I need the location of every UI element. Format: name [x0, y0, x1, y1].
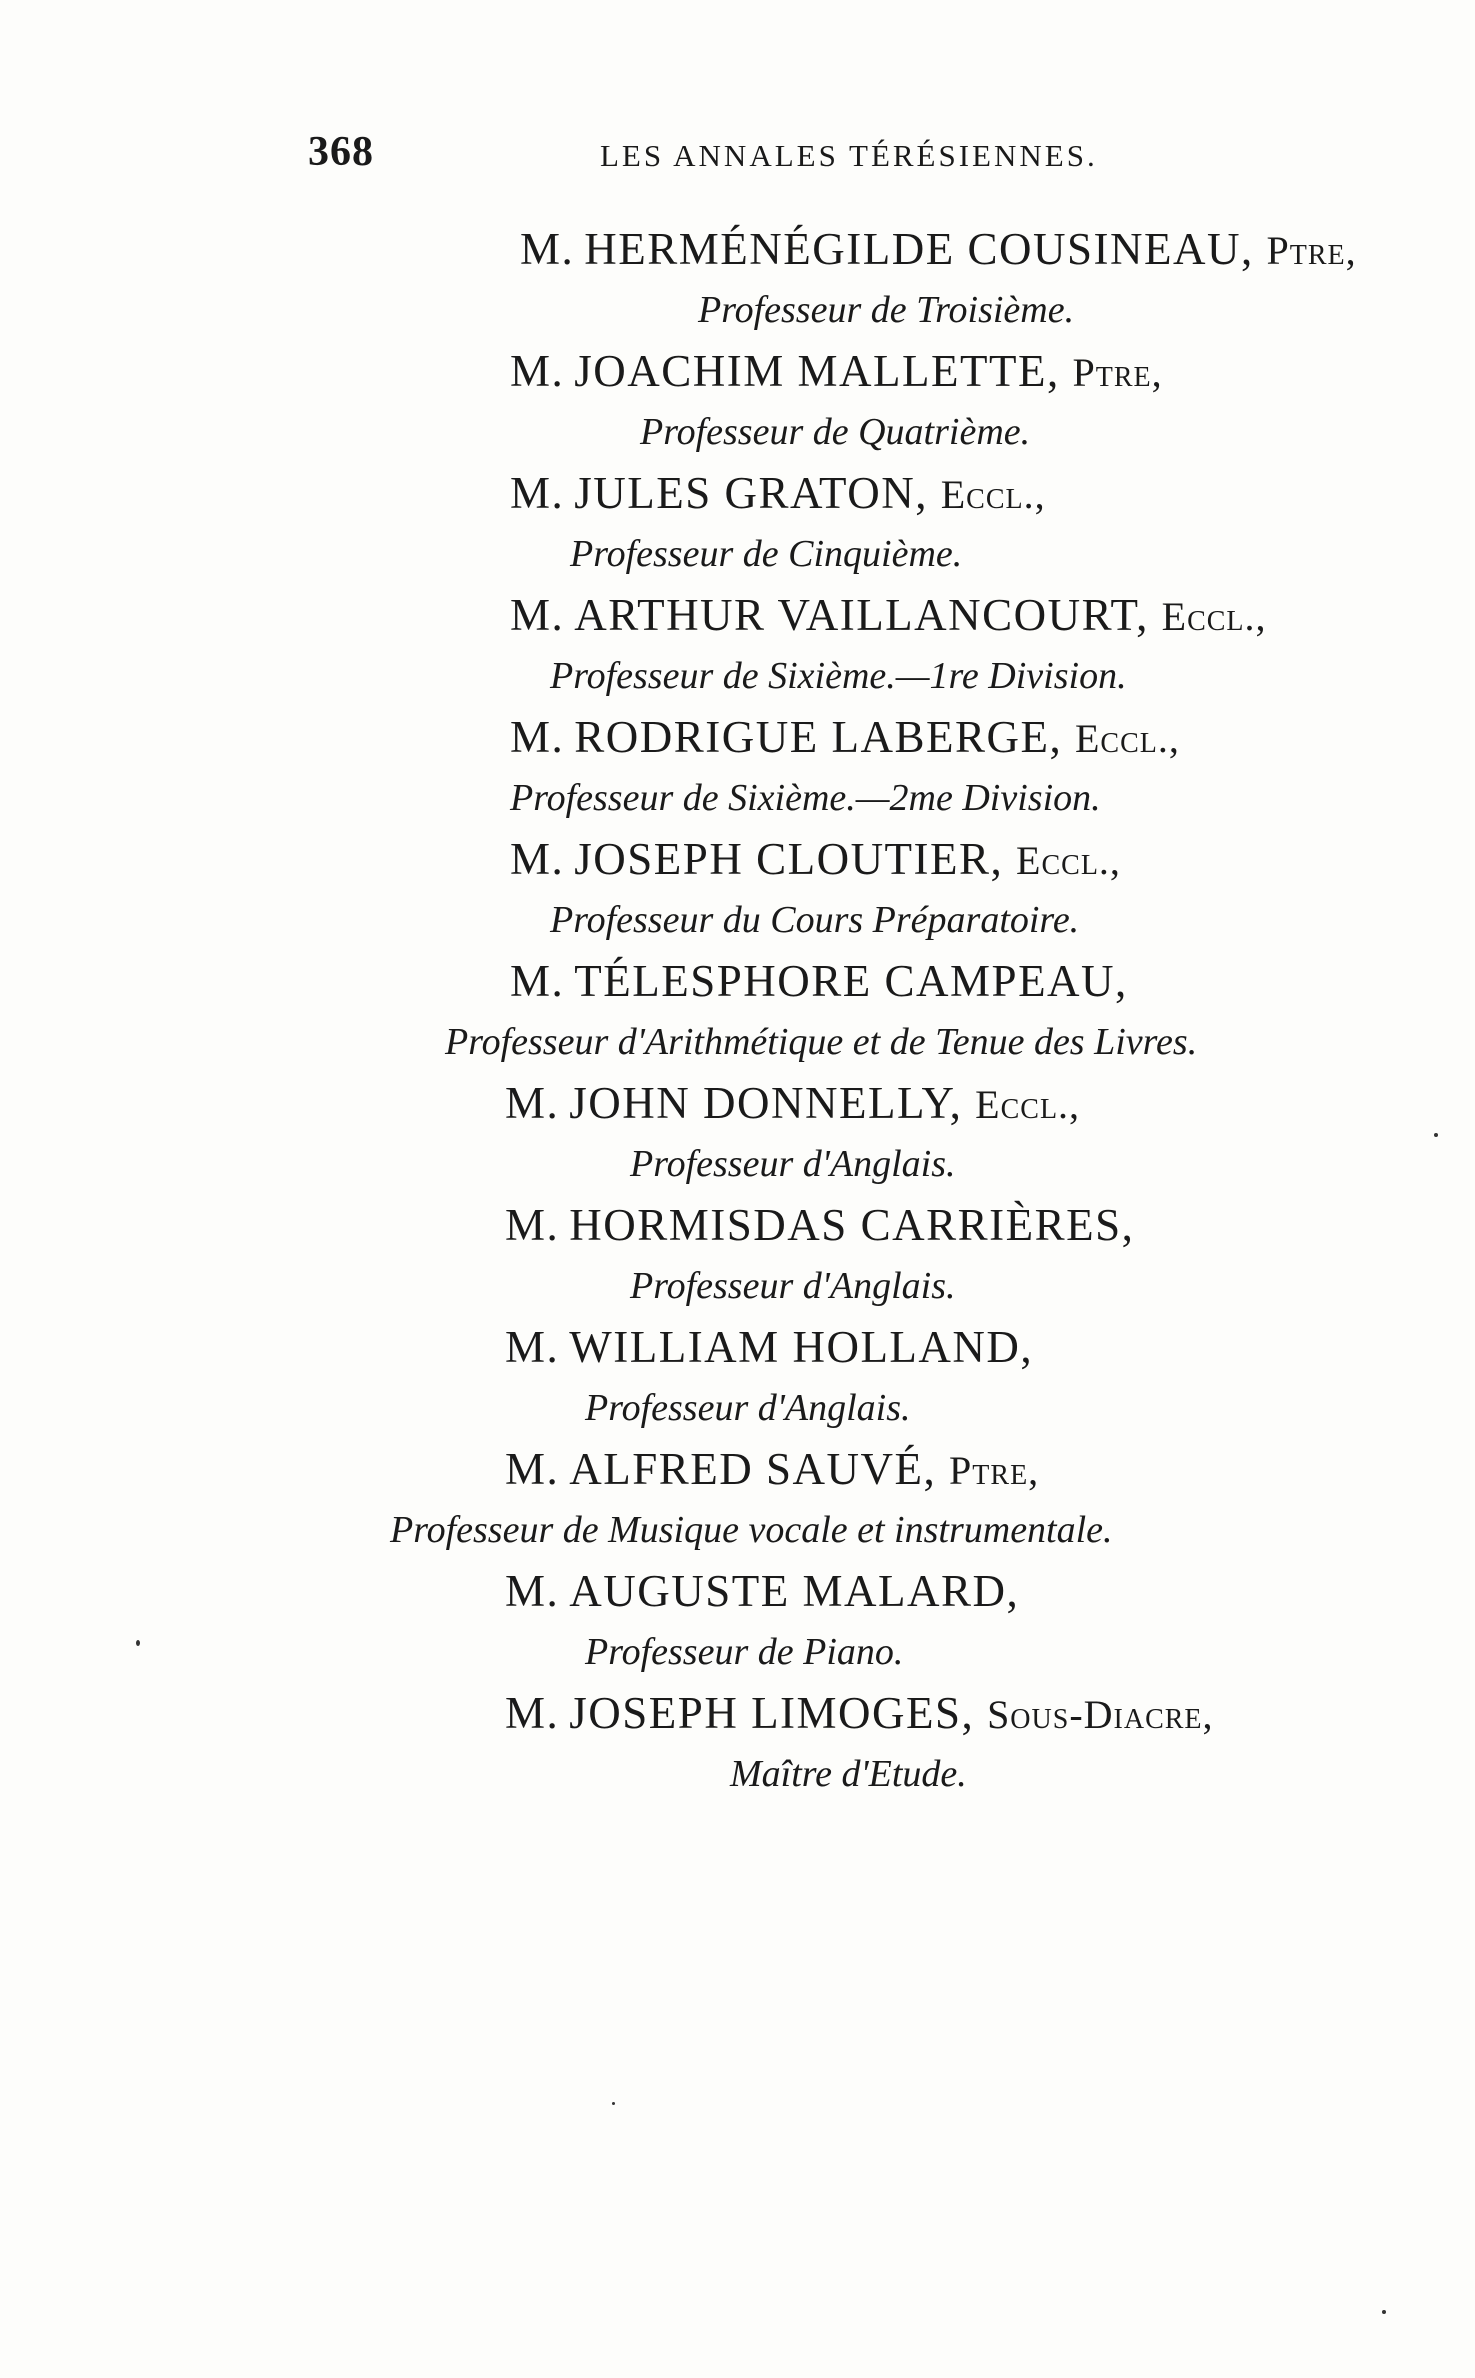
- staff-name: JOHN DONNELLY,: [569, 1078, 963, 1128]
- staff-name-line: [360, 340, 1400, 402]
- staff-name-line: [360, 1316, 1400, 1378]
- staff-entry: [360, 1560, 1400, 1682]
- ink-speck: [1382, 2310, 1386, 2314]
- staff-entry: [360, 584, 1400, 706]
- staff-title: Professeur de Quatrième.: [640, 411, 1031, 453]
- staff-entry: [360, 218, 1400, 340]
- staff-title: Professeur de Musique vocale et instrumentale.: [390, 1509, 1113, 1551]
- honorific: M.: [510, 468, 565, 518]
- staff-title: Professeur de Piano.: [585, 1631, 904, 1673]
- staff-title: Professeur du Cours Préparatoire.: [550, 899, 1080, 941]
- staff-entry: [360, 1072, 1400, 1194]
- staff-rank: Ptre,: [949, 1448, 1040, 1493]
- staff-rank: Eccl.,: [940, 472, 1046, 517]
- staff-title: Professeur d'Anglais.: [630, 1143, 956, 1185]
- staff-name: HORMISDAS CARRIÈRES,: [569, 1200, 1135, 1250]
- staff-title: Professeur d'Anglais.: [585, 1387, 911, 1429]
- staff-title: Professeur de Sixième.—2me Division.: [510, 777, 1101, 819]
- staff-title: Professeur de Cinquième.: [570, 533, 963, 575]
- ink-speck: [612, 2102, 615, 2105]
- honorific: M.: [510, 590, 565, 640]
- staff-name: TÉLESPHORE CAMPEAU,: [574, 956, 1128, 1006]
- staff-rank: Eccl.,: [1016, 838, 1121, 883]
- staff-name-line: [360, 1194, 1400, 1256]
- staff-name: JULES GRATON,: [574, 468, 928, 518]
- staff-entry: [360, 1316, 1400, 1438]
- honorific: M.: [505, 1200, 560, 1250]
- staff-name-line: [360, 950, 1400, 1012]
- staff-name-line: [360, 1438, 1400, 1500]
- honorific: M.: [505, 1078, 560, 1128]
- honorific: M.: [505, 1444, 560, 1494]
- staff-rank: Sous-Diacre,: [987, 1692, 1214, 1737]
- staff-title: Professeur de Troisième.: [698, 289, 1075, 331]
- staff-name-line: [360, 706, 1400, 768]
- staff-name: RODRIGUE LABERGE,: [574, 712, 1063, 762]
- ink-speck: [1434, 1133, 1438, 1137]
- honorific: M.: [520, 224, 575, 274]
- staff-name-line: [360, 1560, 1400, 1622]
- staff-entry: [360, 950, 1400, 1072]
- staff-rank: Eccl.,: [1075, 716, 1180, 761]
- staff-rank: Ptre,: [1072, 350, 1163, 395]
- staff-name: AUGUSTE MALARD,: [569, 1566, 1020, 1616]
- staff-title: Professeur de Sixième.—1re Division.: [550, 655, 1127, 697]
- page-number: 368: [308, 129, 374, 175]
- staff-rank: Eccl.,: [1161, 594, 1267, 639]
- staff-name: JOACHIM MALLETTE,: [574, 346, 1060, 396]
- staff-title: Maître d'Etude.: [730, 1753, 967, 1795]
- staff-title: Professeur d'Anglais.: [630, 1265, 956, 1307]
- staff-entry: [360, 1438, 1400, 1560]
- honorific: M.: [510, 712, 565, 762]
- staff-list: [360, 218, 1400, 1804]
- staff-entry: [360, 706, 1400, 828]
- staff-name: ALFRED SAUVÉ,: [569, 1444, 937, 1494]
- staff-name: ARTHUR VAILLANCOURT,: [574, 590, 1149, 640]
- staff-name-line: [360, 1072, 1400, 1134]
- staff-name-line: [360, 584, 1400, 646]
- honorific: M.: [505, 1688, 560, 1738]
- staff-name-line: [360, 218, 1400, 280]
- staff-entry: [360, 1682, 1400, 1804]
- honorific: M.: [505, 1322, 560, 1372]
- honorific: M.: [510, 956, 565, 1006]
- staff-entry: [360, 340, 1400, 462]
- staff-name-line: [360, 462, 1400, 524]
- staff-entry: [360, 1194, 1400, 1316]
- staff-name-line: [360, 828, 1400, 890]
- running-title: LES ANNALES TÉRÉSIENNES.: [600, 138, 1098, 173]
- staff-rank: Eccl.,: [975, 1082, 1081, 1127]
- staff-title: Professeur d'Arithmétique et de Tenue des Livres.: [445, 1021, 1198, 1063]
- staff-name: WILLIAM HOLLAND,: [569, 1322, 1034, 1372]
- staff-name: JOSEPH LIMOGES,: [569, 1688, 975, 1738]
- staff-name-line: [360, 1682, 1400, 1744]
- staff-entry: [360, 828, 1400, 950]
- staff-name: HERMÉNÉGILDE COUSINEAU,: [584, 224, 1254, 274]
- ink-speck: [136, 1640, 140, 1646]
- honorific: M.: [510, 834, 565, 884]
- staff-rank: Ptre,: [1266, 228, 1357, 273]
- staff-entry: [360, 462, 1400, 584]
- staff-name: JOSEPH CLOUTIER,: [574, 834, 1004, 884]
- honorific: M.: [510, 346, 565, 396]
- honorific: M.: [505, 1566, 560, 1616]
